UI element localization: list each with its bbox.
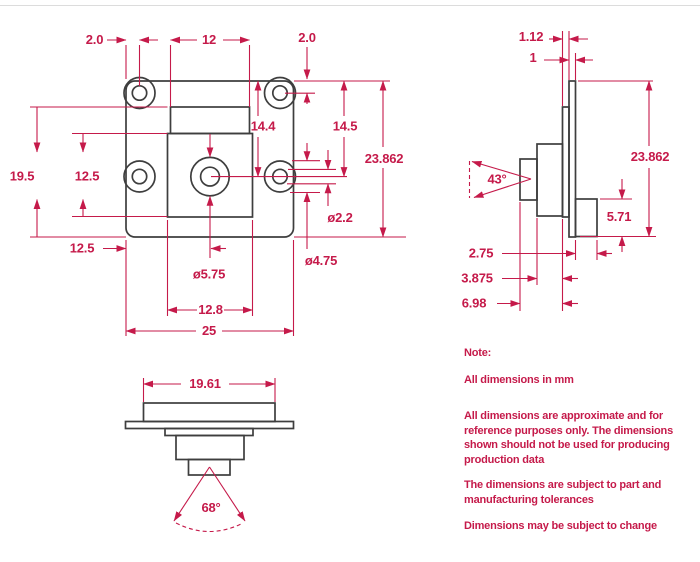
dim-side-plate-thickness: 1.12 xyxy=(518,29,544,44)
note-line: The dimensions are subject to part and xyxy=(464,479,662,491)
side-view-dimensions xyxy=(461,29,669,311)
dim-bottom-connector-width: 19.61 xyxy=(189,376,221,391)
dim-front-hole-bottom-from-top: 14.5 xyxy=(332,118,358,134)
dim-front-board-height: 23.862 xyxy=(364,151,404,166)
dim-side-total-depth: 6.98 xyxy=(461,295,487,311)
dim-front-lens-from-left: 12.5 xyxy=(69,240,95,256)
note-approximate xyxy=(464,409,673,467)
dim-side-fov-angle: 43° xyxy=(487,171,507,187)
front-holder-top xyxy=(171,107,250,134)
bottom-pcb xyxy=(126,422,294,429)
dim-front-holder-width: 12.8 xyxy=(198,302,223,317)
dim-bottom-fov-angle: 68° xyxy=(201,500,221,515)
note-line: All dimensions are approximate and for xyxy=(464,410,664,422)
note-line: manufacturing tolerances xyxy=(464,493,594,506)
dim-front-holder-to-bottom: 19.5 xyxy=(9,168,35,184)
dim-front-board-width: 25 xyxy=(201,323,217,338)
note-line: shown should not be used for producing xyxy=(464,439,670,452)
dim-side-connector-depth: 2.75 xyxy=(468,245,494,261)
dim-front-hole-inner-dia: ø2.2 xyxy=(327,210,353,225)
dim-side-block-depth: 3.875 xyxy=(461,270,493,286)
side-holder-block xyxy=(537,144,563,216)
note-units: All dimensions in mm xyxy=(464,374,574,386)
dim-front-hole-outer-dia: ø4.75 xyxy=(304,253,338,268)
side-plate xyxy=(563,107,570,217)
bottom-view-dimensions xyxy=(144,376,276,532)
note-subject-to-change: Dimensions may be subject to change xyxy=(464,520,657,532)
dim-front-hole-left-offset: 2.0 xyxy=(85,32,104,47)
note-line: production data xyxy=(464,453,545,466)
dim-side-board-height: 23.862 xyxy=(630,149,670,164)
bottom-holder-block xyxy=(176,436,244,460)
side-view-part xyxy=(520,81,597,237)
dim-side-connector-height: 5.71 xyxy=(606,209,632,224)
side-pcb xyxy=(569,81,576,237)
bottom-view-part xyxy=(126,403,294,475)
bottom-connector xyxy=(144,403,276,422)
note-line: reference purposes only. The dimensions xyxy=(464,424,673,437)
note-tolerances xyxy=(464,478,661,507)
dim-front-hole-top-offset: 2.0 xyxy=(298,30,316,45)
top-divider-line xyxy=(0,5,700,6)
front-view-dimensions xyxy=(10,30,406,338)
dim-front-holder-top-width: 12 xyxy=(201,32,217,47)
side-connector xyxy=(576,199,598,237)
dim-side-pcb-thickness: 1 xyxy=(529,50,537,65)
dim-front-lens-dia: ø5.75 xyxy=(192,266,226,282)
notes-title: Note: xyxy=(464,347,492,359)
dim-front-hole-spacing: 12.5 xyxy=(74,168,100,184)
dim-front-lens-from-top: 14.4 xyxy=(250,118,276,134)
bottom-plate xyxy=(165,429,253,436)
